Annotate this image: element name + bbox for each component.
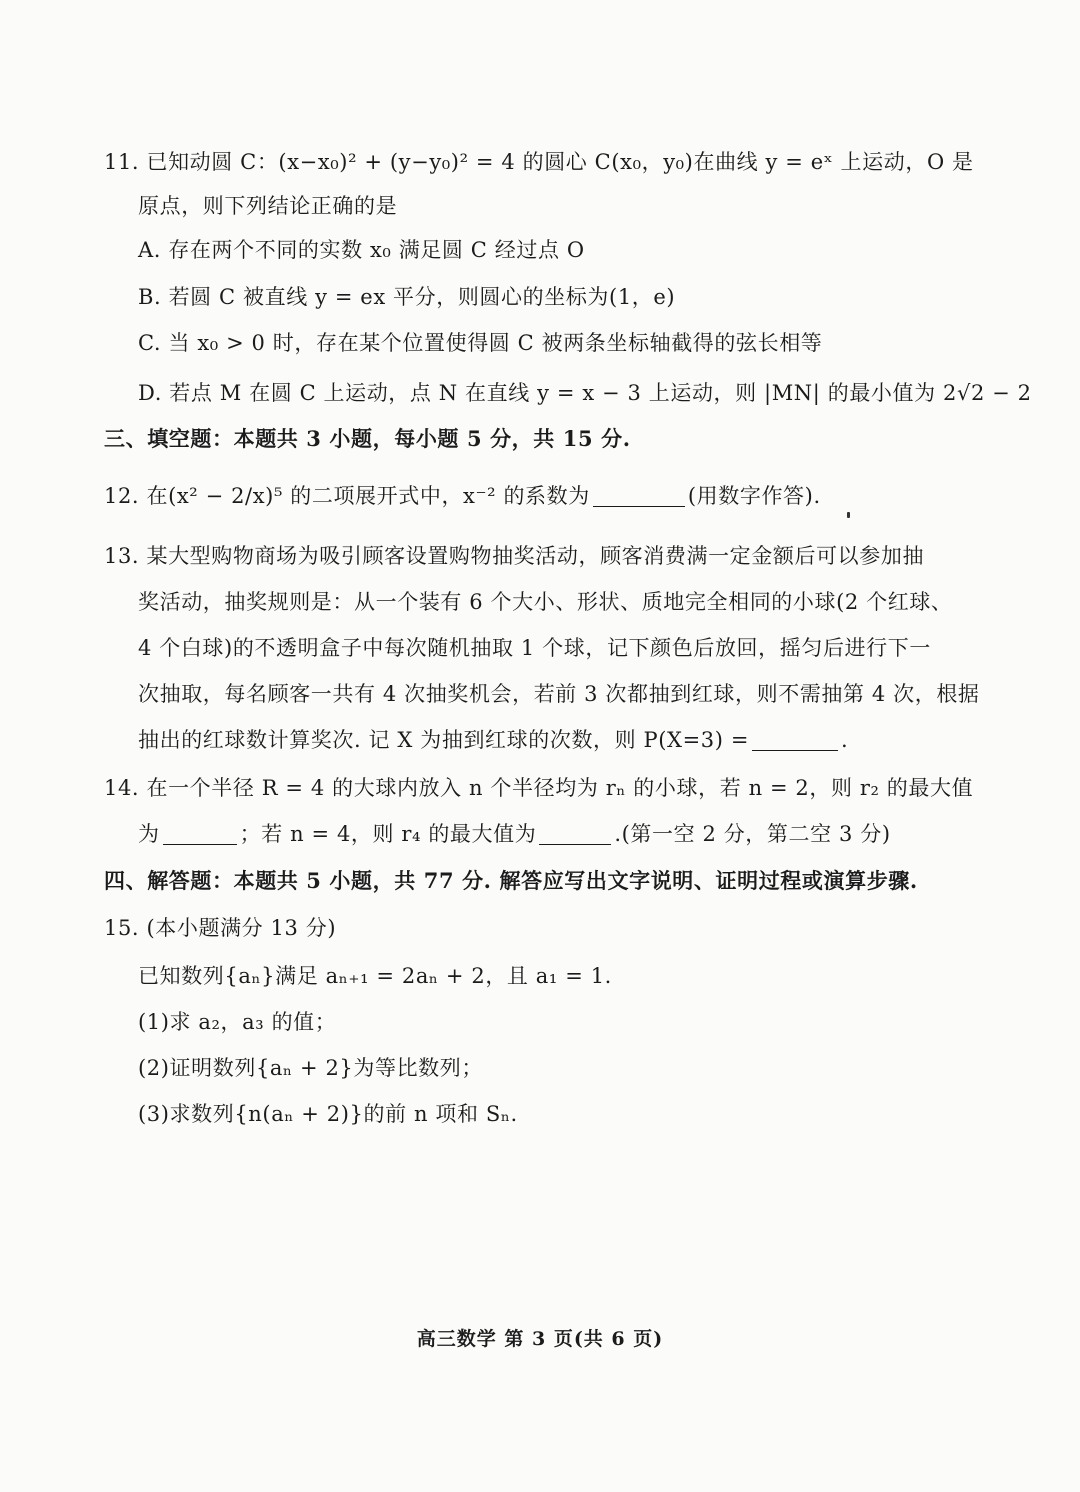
q11-option-d: D. 若点 M 在圆 C 上运动，点 N 在直线 y = x − 3 上运动，则 |MN| 的最小值为 2√2 − 2 <box>138 381 1032 405</box>
q13-line3: 4 个白球)的不透明盒子中每次随机抽取 1 个球，记下颜色后放回，摇匀后进行下一 <box>138 636 931 660</box>
q11-option-a: A. 存在两个不同的实数 x₀ 满足圆 C 经过点 O <box>138 238 585 262</box>
q15-part3: (3)求数列{n(aₙ + 2)}的前 n 项和 Sₙ. <box>138 1102 518 1126</box>
q13-line5-end: . <box>841 728 849 752</box>
q13-line5-text: 抽出的红球数计算奖次. 记 X 为抽到红球的次数，则 P(X=3) = <box>138 728 750 752</box>
section3-heading: 三、填空题：本题共 3 小题，每小题 5 分，共 15 分. <box>104 426 631 451</box>
q12-answer-blank <box>593 484 685 507</box>
q15-header: 15. (本小题满分 13 分) <box>104 916 337 940</box>
q11-stem-line2: 原点，则下列结论正确的是 <box>138 194 398 218</box>
q15-part2: (2)证明数列{aₙ + 2}为等比数列； <box>138 1056 483 1080</box>
q13-line2: 奖活动，抽奖规则是：从一个装有 6 个大小、形状、质地完全相同的小球(2 个红球、 <box>138 590 953 614</box>
q12 <box>104 482 821 510</box>
q13-line4: 次抽取，每名顾客一共有 4 次抽奖机会，若前 3 次都抽到红球，则不需抽第 4 次，根据 <box>138 682 980 706</box>
q14-text-c: .(第一空 2 分，第二空 3 分) <box>614 822 891 846</box>
q14-text-b: ；若 n = 4，则 r₄ 的最大值为 <box>239 822 537 846</box>
q11-stem-line1: 11. 已知动圆 C：(x−x₀)² + (y−y₀)² = 4 的圆心 C(x₀，y₀)在曲线 y = eˣ 上运动，O 是 <box>104 150 974 174</box>
q14-line2 <box>138 820 891 848</box>
q11-option-c: C. 当 x₀ > 0 时，存在某个位置使得圆 C 被两条坐标轴截得的弦长相等 <box>138 331 823 355</box>
section4-heading: 四、解答题：本题共 5 小题，共 77 分. 解答应写出文字说明、证明过程或演算步骤. <box>104 868 918 893</box>
q11-option-b: B. 若圆 C 被直线 y = ex 平分，则圆心的坐标为(1，e) <box>138 285 676 309</box>
q14-answer-blank-2 <box>539 822 611 845</box>
q15-part1: (1)求 a₂，a₃ 的值； <box>138 1010 337 1034</box>
scan-speck <box>847 512 850 518</box>
q14-answer-blank-1 <box>163 822 237 845</box>
page-footer: 高三数学 第 3 页(共 6 页) <box>416 1328 664 1350</box>
q14-text-a: 为 <box>138 822 160 846</box>
q12-text-before: 12. 在(x² − 2/x)⁵ 的二项展开式中，x⁻² 的系数为 <box>104 484 590 508</box>
q13-answer-blank <box>752 728 838 751</box>
q15-stem: 已知数列{aₙ}满足 aₙ₊₁ = 2aₙ + 2，且 a₁ = 1. <box>138 964 612 988</box>
q13-line5 <box>138 726 848 754</box>
q13-line1: 13. 某大型购物商场为吸引顾客设置购物抽奖活动，顾客消费满一定金额后可以参加抽 <box>104 544 925 568</box>
q12-text-after: (用数字作答). <box>687 484 821 508</box>
q14-line1: 14. 在一个半径 R = 4 的大球内放入 n 个半径均为 rₙ 的小球，若 n = 2，则 r₂ 的最大值 <box>104 776 974 800</box>
